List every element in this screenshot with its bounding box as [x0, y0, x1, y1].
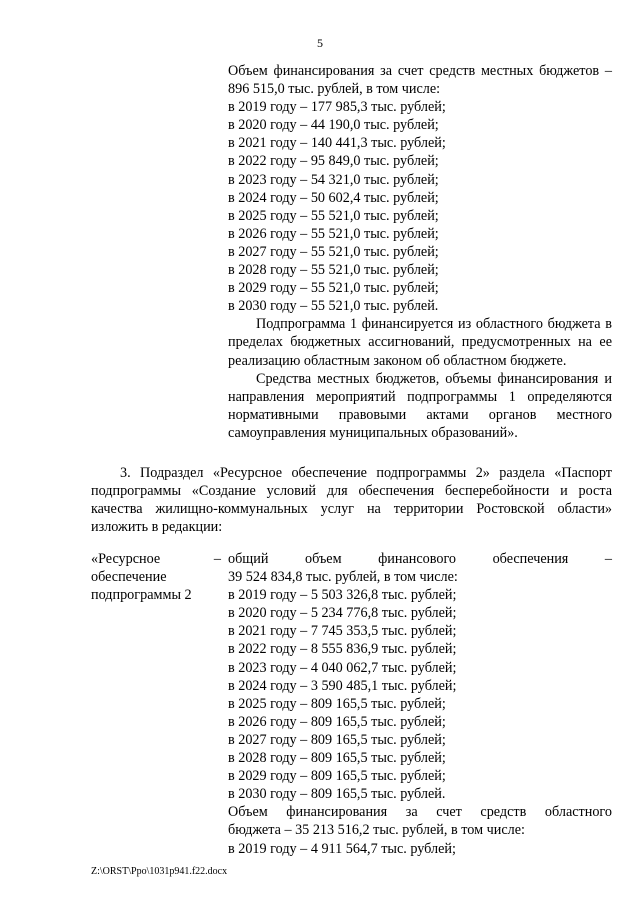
regional-budget-total: бюджета – 35 213 516,2 тыс. рублей, в том числе:	[228, 822, 525, 839]
file-path-footer: Z:\ORST\Ppo\1031p941.f22.docx	[91, 866, 228, 877]
total-year-2029: в 2029 году – 809 165,5 тыс. рублей;	[228, 768, 446, 785]
section-3-paragraph-block	[91, 464, 612, 536]
total-year-2020: в 2020 году – 5 234 776,8 тыс. рублей;	[228, 605, 457, 622]
local-year-2020: в 2020 году – 44 190,0 тыс. рублей;	[228, 117, 439, 134]
local-year-2029: в 2029 году – 55 521,0 тыс. рублей;	[228, 280, 439, 297]
total-financing-intro: общий объем финансового обеспечения –	[228, 551, 612, 567]
total-year-2019: в 2019 году – 5 503 326,8 тыс. рублей;	[228, 587, 457, 604]
subprogram2-financing-block	[228, 550, 612, 858]
local-year-2025: в 2025 году – 55 521,0 тыс. рублей;	[228, 207, 439, 224]
total-year-2027: в 2027 году – 809 165,5 тыс. рублей;	[228, 731, 446, 748]
total-year-2024: в 2024 году – 3 590 485,1 тыс. рублей;	[228, 677, 457, 694]
total-year-2022: в 2022 году – 8 555 836,9 тыс. рублей;	[228, 641, 457, 658]
total-year-2026: в 2026 году – 809 165,5 тыс. рублей;	[228, 713, 446, 730]
local-year-2030: в 2030 году – 55 521,0 тыс. рублей.	[228, 298, 439, 315]
page-number: 5	[317, 36, 323, 50]
label-line-2: обеспечение	[91, 569, 167, 586]
section-3-paragraph: 3. Подраздел «Ресурсное обеспечение подпрограммы 2» раздела «Паспорт подпрограммы «Создание условий для обеспечения бесперебойности и роста качества жилищно-коммунальных услуг на территории Ростовской области» изложить в редакции:	[91, 465, 612, 536]
local-year-2019: в 2019 году – 177 985,3 тыс. рублей;	[228, 99, 446, 116]
label-line-1: «Ресурсное	[91, 551, 161, 567]
total-year-2030: в 2030 году – 809 165,5 тыс. рублей.	[228, 786, 446, 803]
local-budget-total: 896 515,0 тыс. рублей, в том числе:	[228, 81, 441, 98]
label-line-3: подпрограммы 2	[91, 587, 192, 604]
local-year-2023: в 2023 году – 54 321,0 тыс. рублей;	[228, 171, 439, 188]
subprogram1-financing-paragraph: Подпрограмма 1 финансируется из областного бюджета в пределах бюджетных ассигнований, предусмотренных на ее реализацию областным законом об областном бюджете.	[228, 316, 612, 369]
local-year-2028: в 2028 году – 55 521,0 тыс. рублей;	[228, 262, 439, 279]
resource-support-label	[91, 550, 221, 604]
total-year-2021: в 2021 году – 7 745 353,5 тыс. рублей;	[228, 623, 457, 640]
local-budget-intro: Объем финансирования за счет средств местных бюджетов –	[228, 63, 612, 79]
local-year-2024: в 2024 году – 50 602,4 тыс. рублей;	[228, 189, 439, 206]
local-year-2022: в 2022 году – 95 849,0 тыс. рублей;	[228, 153, 439, 170]
local-funds-paragraph: Средства местных бюджетов, объемы финансирования и направления мероприятий подпрограммы 1 определяются нормативными правовыми актами органов местного самоуправления муниципальных образований».	[228, 370, 612, 441]
total-year-2023: в 2023 году – 4 040 062,7 тыс. рублей;	[228, 659, 457, 676]
total-year-2025: в 2025 году – 809 165,5 тыс. рублей;	[228, 695, 446, 712]
label-dash: –	[213, 551, 221, 567]
local-budget-financing-block	[228, 62, 612, 442]
local-year-2027: в 2027 году – 55 521,0 тыс. рублей;	[228, 243, 439, 260]
local-year-2021: в 2021 году – 140 441,3 тыс. рублей;	[228, 135, 446, 152]
local-year-2026: в 2026 году – 55 521,0 тыс. рублей;	[228, 225, 439, 242]
total-financing-amount: 39 524 834,8 тыс. рублей, в том числе:	[228, 569, 458, 586]
total-year-2028: в 2028 году – 809 165,5 тыс. рублей;	[228, 750, 446, 767]
regional-budget-intro: Объем финансирования за счет средств областного	[228, 804, 612, 821]
regional-year-2019: в 2019 году – 4 911 564,7 тыс. рублей;	[228, 840, 456, 857]
